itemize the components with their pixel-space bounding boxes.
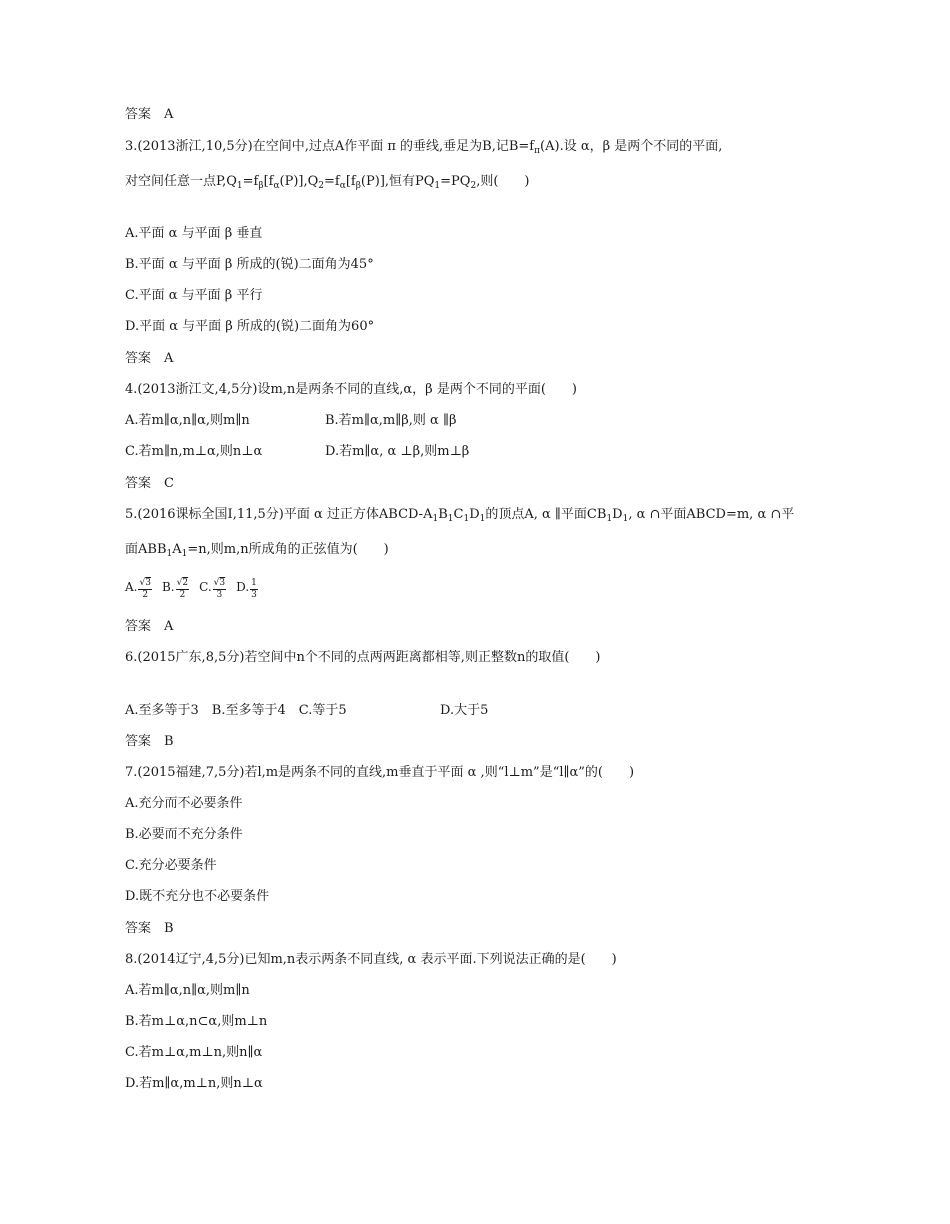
q7-option-d: D.既不充分也不必要条件 [125, 889, 270, 904]
q5-option-a: A. √ $\frac{3}{2}$ [125, 578, 152, 601]
fraction: √ $\frac{2}{2}$ [176, 578, 189, 601]
answer-line: 答案 A [125, 619, 174, 634]
q6-options: A.至多等于3 B.至多等于4 C.等于5 D.大于5 [125, 703, 489, 718]
question-3-stem: 3.(2013浙江,10,5分)在空间中,过点A作平面 π 的垂线,垂足为B,记$B=f_\pi(A)$.设 α，β 是两个不同的平面, [125, 139, 723, 156]
q8-option-d: D.若m∥α,m⊥n,则n⊥α [125, 1076, 263, 1091]
q7-option-c: C.充分必要条件 [125, 858, 217, 873]
answer-line: 答案 A [125, 107, 174, 122]
q5-option-d: D. $\frac{1}{3}$ [236, 578, 257, 600]
question-5-stem-cont: 面$ABB_1A_1=n$,则m,n所成角的正弦值为( ) [125, 542, 389, 559]
q8-option-b: B.若m⊥α,n⊂α,则m⊥n [125, 1014, 268, 1029]
q5-option-b: B. √ $\frac{2}{2}$ [162, 578, 189, 601]
question-8-stem: 8.(2014辽宁,4,5分)已知m,n表示两条不同直线, α 表示平面.下列说法正确的是( ) [125, 952, 617, 967]
answer-line: 答案 B [125, 734, 174, 749]
q4-option-b: B.若m∥α,m∥β,则 α ∥β [325, 413, 457, 428]
answer-line: 答案 C [125, 476, 174, 491]
fraction: $\frac{1}{3}$ [251, 578, 257, 600]
q6-option-d: D.大于5 [440, 703, 489, 718]
question-5-stem: 5.(2016课标全国Ⅰ,11,5分)平面 α 过正方体ABCD-$A_1B_1C_1D_1$的顶点A, α ∥平面$CB_1D_1$, α ∩平面ABCD=m, α ∩平 [125, 507, 795, 524]
q4-options-row-2: C.若m∥n,m⊥α,则n⊥α D.若m∥α, α ⊥β,则m⊥β [125, 444, 470, 459]
question-7-stem: 7.(2015福建,7,5分)若l,m是两条不同的直线,m垂直于平面 α ,则“l⊥m”是“l∥α”的( ) [125, 765, 635, 780]
question-4-stem: 4.(2013浙江文,4,5分)设m,n是两条不同的直线,α，β 是两个不同的平面( ) [125, 382, 577, 397]
q3-option-c: C.平面 α 与平面 β 平行 [125, 288, 263, 303]
fraction: √ $\frac{3}{3}$ [213, 578, 226, 601]
q7-option-b: B.必要而不充分条件 [125, 827, 243, 842]
q4-options-row-1: A.若m∥α,n∥α,则m∥n B.若m∥α,m∥β,则 α ∥β [125, 413, 457, 428]
q3-option-d: D.平面 α 与平面 β 所成的(锐)二面角为60° [125, 319, 375, 334]
q8-option-a: A.若m∥α,n∥α,则m∥n [125, 983, 250, 998]
answer-line: 答案 A [125, 351, 174, 366]
q5-option-c: C. √ $\frac{3}{3}$ [199, 578, 226, 601]
question-6-stem: 6.(2015广东,8,5分)若空间中n个不同的点两两距离都相等,则正整数n的取值( ) [125, 650, 601, 665]
q5-options [125, 578, 268, 601]
answer-line: 答案 B [125, 921, 174, 936]
question-3-stem-cont: 对空间任意一点$P,Q_1=f_\beta[f_\alpha(P)],Q_2=f_\alpha[f_\beta(P)]$,恒有$PQ_1=PQ_2$,则( ) [125, 174, 530, 191]
q7-option-a: A.充分而不必要条件 [125, 796, 243, 811]
q3-option-b: B.平面 α 与平面 β 所成的(锐)二面角为45° [125, 257, 374, 272]
q3-option-a: A.平面 α 与平面 β 垂直 [125, 226, 263, 241]
q8-option-c: C.若m⊥α,m⊥n,则n∥α [125, 1045, 263, 1060]
fraction: √ $\frac{3}{2}$ [138, 578, 151, 601]
q4-option-d: D.若m∥α, α ⊥β,则m⊥β [325, 444, 470, 459]
